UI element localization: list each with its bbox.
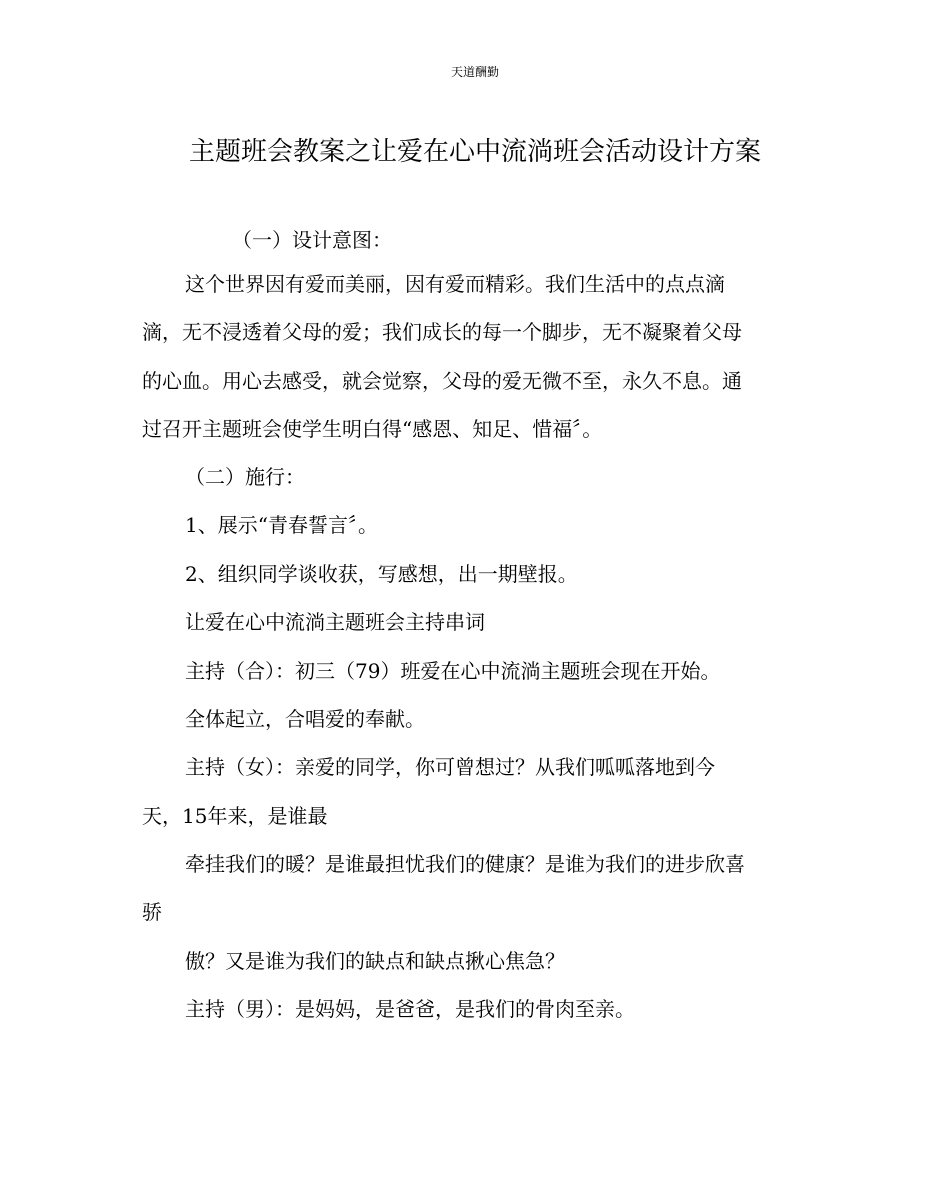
- page-header: 天道酬勤: [450, 65, 499, 79]
- paragraph-line: 傲？又是谁为我们的缺点和缺点揪心焦急？: [185, 949, 565, 973]
- list-item: 1、展示“青春誓言〞。: [185, 513, 378, 537]
- paragraph-line: 主持（女）：亲爱的同学，你可曾想过？从我们呱呱落地到今: [185, 755, 715, 779]
- list-item: 2、组织同学谈收获，写感想，出一期壁报。: [185, 562, 578, 586]
- document-title: 主题班会教案之让爱在心中流淌班会活动设计方案: [188, 137, 761, 167]
- paragraph-line: 过召开主题班会使学生明白得“感恩、知足、惜福〞。: [142, 417, 603, 441]
- paragraph-line: 牵挂我们的暖？是谁最担忧我们的健康？是谁为我们的进步欣喜: [185, 852, 745, 876]
- paragraph-line: 主持（合）：初三（79）班爱在心中流淌主题班会现在开始。: [185, 659, 721, 683]
- paragraph-line: 滴，无不浸透着父母的爱；我们成长的每一个脚步，无不凝聚着父母: [142, 320, 742, 344]
- paragraph-line: 的心血。用心去感受，就会觉察，父母的爱无微不至，永久不息。通: [142, 369, 742, 393]
- paragraph-line: 这个世界因有爱而美丽，因有爱而精彩。我们生活中的点点滴: [185, 272, 725, 296]
- subheading-host-script: 让爱在心中流淌主题班会主持串词: [185, 610, 485, 634]
- paragraph-line: 主持（男）：是妈妈，是爸爸，是我们的骨肉至亲。: [185, 997, 635, 1021]
- paragraph-line: 天，15年来，是谁最: [142, 804, 328, 828]
- paragraph-line: 骄: [142, 900, 162, 924]
- paragraph-line: 全体起立，合唱爱的奉献。: [185, 707, 425, 731]
- section-heading-design-intent: （一）设计意图：: [232, 228, 392, 252]
- section-heading-implementation: （二）施行：: [185, 465, 305, 489]
